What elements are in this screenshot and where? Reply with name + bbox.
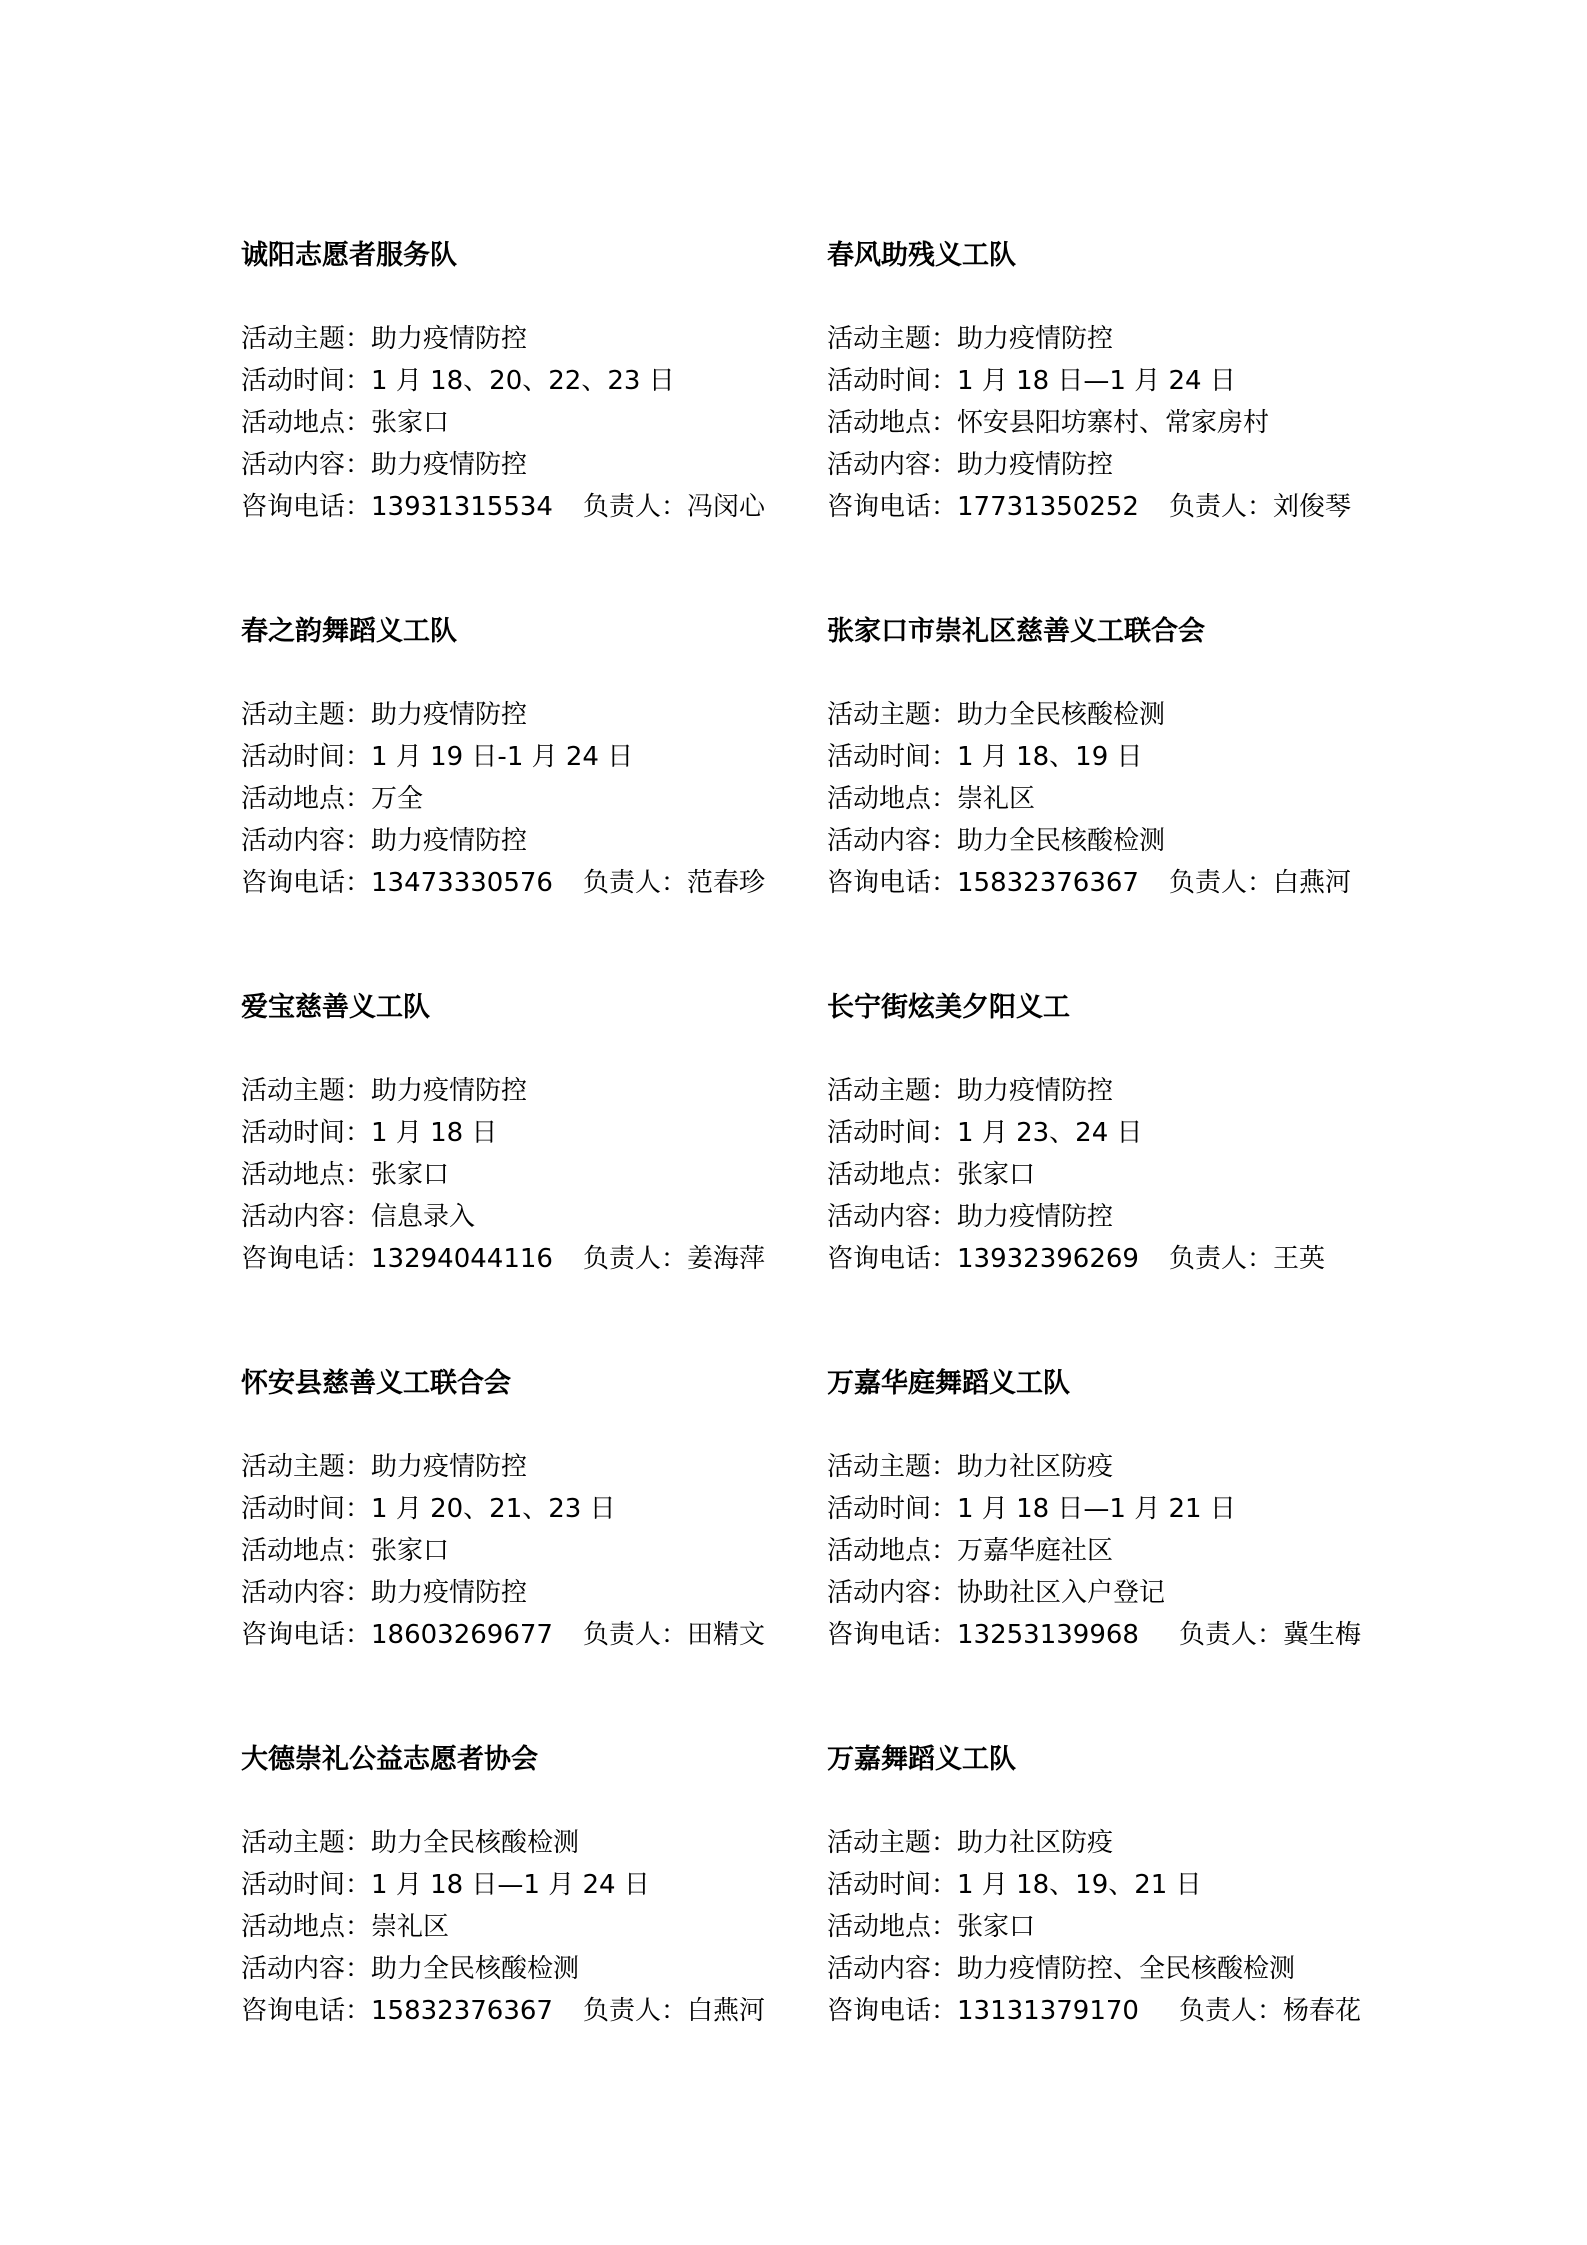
- entry-title: 春风助残义工队: [827, 240, 1016, 271]
- time-label: 活动时间：: [241, 742, 372, 772]
- phone-value: 13253139968: [957, 1620, 1139, 1650]
- phone-line: [241, 1990, 801, 2032]
- time-value: 1 月 18 日—1 月 24 日: [957, 366, 1236, 396]
- place-label: 活动地点：: [827, 1536, 958, 1566]
- time-line: [827, 1112, 1387, 1154]
- theme-line: [241, 1070, 801, 1112]
- theme-line: [827, 694, 1387, 736]
- entry-card: [827, 1740, 1387, 2032]
- phone-line: [827, 486, 1387, 528]
- contact-label: 负责人：: [582, 1244, 687, 1274]
- time-label: 活动时间：: [827, 742, 958, 772]
- theme-line: [241, 694, 801, 736]
- content-value: 助力疫情防控: [371, 450, 528, 480]
- theme-label: 活动主题：: [241, 1828, 372, 1858]
- place-line: [827, 402, 1387, 444]
- time-value: 1 月 18 日: [371, 1118, 498, 1148]
- phone-label: 咨询电话：: [241, 1620, 372, 1650]
- time-line: [241, 1112, 801, 1154]
- contact-label: 负责人：: [1168, 868, 1273, 898]
- place-value: 张家口: [371, 1536, 450, 1566]
- time-value: 1 月 18、19 日: [957, 742, 1143, 772]
- entry-card: [827, 988, 1387, 1280]
- time-line: [827, 360, 1387, 402]
- time-value: 1 月 18、20、22、23 日: [371, 366, 675, 396]
- content-label: 活动内容：: [827, 450, 958, 480]
- contact-value: 杨春花: [1283, 1996, 1362, 2026]
- theme-line: [241, 318, 801, 360]
- contact-label: 负责人：: [582, 1620, 687, 1650]
- place-line: [827, 1906, 1387, 1948]
- place-label: 活动地点：: [241, 1160, 372, 1190]
- time-line: [827, 1488, 1387, 1530]
- theme-value: 助力疫情防控: [957, 324, 1114, 354]
- place-label: 活动地点：: [241, 784, 372, 814]
- contact-value: 白燕河: [1273, 868, 1352, 898]
- content-line: [827, 1948, 1387, 1990]
- content-label: 活动内容：: [241, 1202, 372, 1232]
- theme-line: [827, 318, 1387, 360]
- phone-label: 咨询电话：: [827, 1620, 958, 1650]
- entry-card: [827, 236, 1387, 528]
- phone-label: 咨询电话：: [827, 1996, 958, 2026]
- place-label: 活动地点：: [241, 1912, 372, 1942]
- place-value: 万全: [371, 784, 424, 814]
- place-value: 崇礼区: [957, 784, 1036, 814]
- content-label: 活动内容：: [827, 826, 958, 856]
- time-value: 1 月 19 日-1 月 24 日: [371, 742, 634, 772]
- phone-value: 15832376367: [957, 868, 1139, 898]
- entry-card: [827, 1364, 1387, 1656]
- content-value: 助力全民核酸检测: [957, 826, 1166, 856]
- theme-label: 活动主题：: [827, 1828, 958, 1858]
- contact-label: 负责人：: [1168, 492, 1273, 522]
- phone-line: [827, 1238, 1387, 1280]
- contact-value: 王英: [1273, 1244, 1326, 1274]
- content-value: 助力疫情防控: [371, 1578, 528, 1608]
- time-label: 活动时间：: [827, 1494, 958, 1524]
- entry-title: 诚阳志愿者服务队: [241, 240, 457, 271]
- place-value: 万嘉华庭社区: [957, 1536, 1114, 1566]
- theme-line: [827, 1446, 1387, 1488]
- time-line: [827, 736, 1387, 778]
- time-label: 活动时间：: [241, 1870, 372, 1900]
- content-label: 活动内容：: [241, 1954, 372, 1984]
- time-line: [241, 736, 801, 778]
- place-value: 崇礼区: [371, 1912, 450, 1942]
- time-label: 活动时间：: [827, 1118, 958, 1148]
- phone-label: 咨询电话：: [241, 1244, 372, 1274]
- phone-value: 18603269677: [371, 1620, 553, 1650]
- place-line: [241, 1154, 801, 1196]
- entry-title: 怀安县慈善义工联合会: [241, 1368, 511, 1399]
- contact-label: 负责人：: [582, 1996, 687, 2026]
- content-line: [827, 1196, 1387, 1238]
- phone-line: [241, 862, 801, 904]
- place-label: 活动地点：: [827, 1912, 958, 1942]
- place-label: 活动地点：: [827, 1160, 958, 1190]
- time-label: 活动时间：: [827, 366, 958, 396]
- phone-line: [241, 1238, 801, 1280]
- theme-label: 活动主题：: [241, 1076, 372, 1106]
- content-label: 活动内容：: [827, 1578, 958, 1608]
- place-label: 活动地点：: [241, 408, 372, 438]
- entry-card: [241, 1364, 801, 1656]
- entry-title: 万嘉华庭舞蹈义工队: [827, 1368, 1070, 1399]
- time-line: [241, 1488, 801, 1530]
- contact-value: 白燕河: [687, 1996, 766, 2026]
- place-line: [241, 778, 801, 820]
- content-line: [827, 444, 1387, 486]
- contact-value: 姜海萍: [687, 1244, 766, 1274]
- phone-value: 13131379170: [957, 1996, 1139, 2026]
- entry-title: 长宁街炫美夕阳义工: [827, 992, 1070, 1023]
- entry-card: [241, 612, 801, 904]
- entry-title: 爱宝慈善义工队: [241, 992, 430, 1023]
- place-label: 活动地点：: [827, 408, 958, 438]
- place-line: [241, 1906, 801, 1948]
- time-value: 1 月 18 日—1 月 21 日: [957, 1494, 1236, 1524]
- content-line: [241, 1196, 801, 1238]
- place-value: 张家口: [957, 1912, 1036, 1942]
- time-value: 1 月 18 日—1 月 24 日: [371, 1870, 650, 1900]
- theme-value: 助力疫情防控: [957, 1076, 1114, 1106]
- time-value: 1 月 23、24 日: [957, 1118, 1143, 1148]
- phone-line: [827, 1990, 1387, 2032]
- phone-value: 13932396269: [957, 1244, 1139, 1274]
- theme-value: 助力疫情防控: [371, 1452, 528, 1482]
- theme-value: 助力全民核酸检测: [371, 1828, 580, 1858]
- content-value: 协助社区入户登记: [957, 1578, 1166, 1608]
- phone-label: 咨询电话：: [241, 1996, 372, 2026]
- content-value: 助力疫情防控、全民核酸检测: [957, 1954, 1296, 1984]
- time-value: 1 月 18、19、21 日: [957, 1870, 1202, 1900]
- contact-label: 负责人：: [1178, 1620, 1283, 1650]
- contact-value: 刘俊琴: [1273, 492, 1352, 522]
- theme-line: [241, 1822, 801, 1864]
- place-value: 张家口: [957, 1160, 1036, 1190]
- time-label: 活动时间：: [827, 1870, 958, 1900]
- contact-value: 范春珍: [687, 868, 766, 898]
- place-line: [241, 402, 801, 444]
- entry-card: [241, 1740, 801, 2032]
- phone-label: 咨询电话：: [827, 1244, 958, 1274]
- theme-label: 活动主题：: [827, 700, 958, 730]
- place-value: 张家口: [371, 408, 450, 438]
- content-value: 助力疫情防控: [371, 826, 528, 856]
- content-label: 活动内容：: [241, 450, 372, 480]
- place-line: [827, 778, 1387, 820]
- phone-label: 咨询电话：: [241, 492, 372, 522]
- content-value: 信息录入: [371, 1202, 476, 1232]
- content-label: 活动内容：: [241, 1578, 372, 1608]
- place-value: 怀安县阳坊寨村、常家房村: [957, 408, 1270, 438]
- time-value: 1 月 20、21、23 日: [371, 1494, 616, 1524]
- contact-value: 冯闵心: [687, 492, 766, 522]
- content-label: 活动内容：: [827, 1954, 958, 1984]
- content-value: 助力疫情防控: [957, 1202, 1114, 1232]
- time-label: 活动时间：: [241, 1494, 372, 1524]
- theme-value: 助力疫情防控: [371, 700, 528, 730]
- phone-line: [241, 1614, 801, 1656]
- theme-label: 活动主题：: [827, 324, 958, 354]
- content-value: 助力疫情防控: [957, 450, 1114, 480]
- content-line: [827, 820, 1387, 862]
- phone-line: [827, 1614, 1387, 1656]
- entry-card: [241, 236, 801, 528]
- theme-value: 助力全民核酸检测: [957, 700, 1166, 730]
- theme-label: 活动主题：: [241, 324, 372, 354]
- theme-value: 助力社区防疫: [957, 1452, 1114, 1482]
- phone-value: 15832376367: [371, 1996, 553, 2026]
- entry-title: 张家口市崇礼区慈善义工联合会: [827, 616, 1205, 647]
- phone-label: 咨询电话：: [827, 492, 958, 522]
- content-line: [241, 820, 801, 862]
- phone-value: 13473330576: [371, 868, 553, 898]
- phone-value: 13931315534: [371, 492, 553, 522]
- place-value: 张家口: [371, 1160, 450, 1190]
- content-line: [241, 444, 801, 486]
- phone-value: 13294044116: [371, 1244, 553, 1274]
- contact-label: 负责人：: [1178, 1996, 1283, 2026]
- phone-label: 咨询电话：: [241, 868, 372, 898]
- entry-title: 大德崇礼公益志愿者协会: [241, 1744, 538, 1775]
- content-line: [241, 1948, 801, 1990]
- theme-value: 助力疫情防控: [371, 324, 528, 354]
- phone-label: 咨询电话：: [827, 868, 958, 898]
- theme-label: 活动主题：: [827, 1076, 958, 1106]
- place-label: 活动地点：: [827, 784, 958, 814]
- content-line: [241, 1572, 801, 1614]
- theme-line: [827, 1822, 1387, 1864]
- time-line: [241, 1864, 801, 1906]
- theme-label: 活动主题：: [241, 1452, 372, 1482]
- theme-line: [241, 1446, 801, 1488]
- contact-label: 负责人：: [1168, 1244, 1273, 1274]
- theme-line: [827, 1070, 1387, 1112]
- time-line: [241, 360, 801, 402]
- entry-title: 万嘉舞蹈义工队: [827, 1744, 1016, 1775]
- time-label: 活动时间：: [241, 366, 372, 396]
- place-label: 活动地点：: [241, 1536, 372, 1566]
- time-line: [827, 1864, 1387, 1906]
- entry-card: [827, 612, 1387, 904]
- content-label: 活动内容：: [827, 1202, 958, 1232]
- content-line: [827, 1572, 1387, 1614]
- content-label: 活动内容：: [241, 826, 372, 856]
- phone-line: [827, 862, 1387, 904]
- phone-line: [241, 486, 801, 528]
- content-value: 助力全民核酸检测: [371, 1954, 580, 1984]
- place-line: [241, 1530, 801, 1572]
- contact-label: 负责人：: [582, 868, 687, 898]
- entry-title: 春之韵舞蹈义工队: [241, 616, 457, 647]
- theme-value: 助力社区防疫: [957, 1828, 1114, 1858]
- place-line: [827, 1530, 1387, 1572]
- contact-label: 负责人：: [582, 492, 687, 522]
- theme-value: 助力疫情防控: [371, 1076, 528, 1106]
- theme-label: 活动主题：: [827, 1452, 958, 1482]
- contact-value: 冀生梅: [1283, 1620, 1362, 1650]
- phone-value: 17731350252: [957, 492, 1139, 522]
- place-line: [827, 1154, 1387, 1196]
- time-label: 活动时间：: [241, 1118, 372, 1148]
- theme-label: 活动主题：: [241, 700, 372, 730]
- entry-card: [241, 988, 801, 1280]
- contact-value: 田精文: [687, 1620, 766, 1650]
